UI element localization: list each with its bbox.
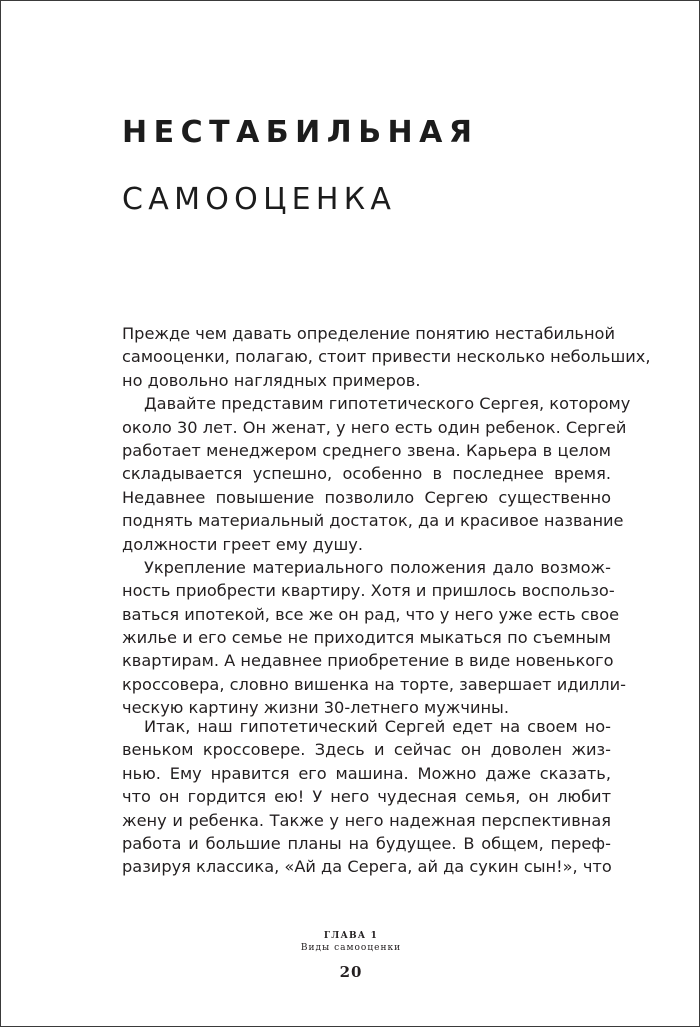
text-line: работает менеджером среднего звена. Карьера в целом (122, 440, 611, 460)
text-line: ность приобрести квартиру. Хотя и пришлось воспользо- (122, 581, 615, 601)
text-line: поднять материальный достаток, да и красивое название (122, 511, 624, 531)
text-line: Давайте представим гипотетического Сергея, которому (144, 394, 631, 414)
chapter-title-line-1: НЕСТАБИЛЬНАЯ (122, 115, 479, 150)
text-line: должности греет ему душу. (122, 534, 363, 554)
text-line: работа и большие планы на будущее. В общем, переф- (122, 833, 611, 853)
text-line: самооценки, полагаю, стоит привести несколько небольших, (122, 347, 651, 367)
text-line: Недавнее повышение позволило Сергею существенно (122, 487, 611, 507)
text-line: кроссовера, словно вишенка на торте, завершает идилли- (122, 674, 627, 694)
text-line: ваться ипотекой, все же он рад, что у него уже есть свое (122, 604, 620, 624)
text-line: Укрепление материального положения дало возмож- (144, 557, 611, 577)
chapter-title-line-2: САМООЦЕНКА (122, 182, 397, 217)
text-line: разируя классика, «Ай да Серега, ай да сукин сын!», что (122, 857, 612, 877)
body-text-block-1 (122, 322, 651, 720)
text-line: складывается успешно, особенно в последнее время. (122, 464, 611, 484)
text-line: Прежде чем давать определение понятию нестабильной (122, 324, 615, 343)
running-footer-section: Виды самооценки (300, 943, 402, 953)
text-line: веньком кроссовере. Здесь и сейчас он доволен жиз- (122, 740, 611, 760)
body-text-block-2 (122, 715, 611, 879)
text-line: около 30 лет. Он женат, у него есть один ребенок. Сергей (122, 417, 627, 437)
text-line: квартирам. А недавнее приобретение в виде новенького (122, 651, 614, 671)
running-footer-chapter: ГЛАВА 1 (323, 931, 379, 941)
text-line: жилье и его семье не приходится мыкаться по съемным (122, 628, 611, 648)
text-line: ческую картину жизни 30-летнего мужчины. (122, 698, 509, 718)
text-line: жену и ребенка. Также у него надежная перспективная (122, 810, 611, 830)
text-line: что он гордится ею! У него чудесная семья, он любит (122, 787, 611, 807)
page-number: 20 (339, 963, 363, 981)
text-line: Итак, наш гипотетический Сергей едет на своем но- (144, 717, 611, 736)
text-line: нью. Ему нравится его машина. Можно даже сказать, (122, 763, 611, 783)
text-line: но довольно наглядных примеров. (122, 370, 421, 390)
